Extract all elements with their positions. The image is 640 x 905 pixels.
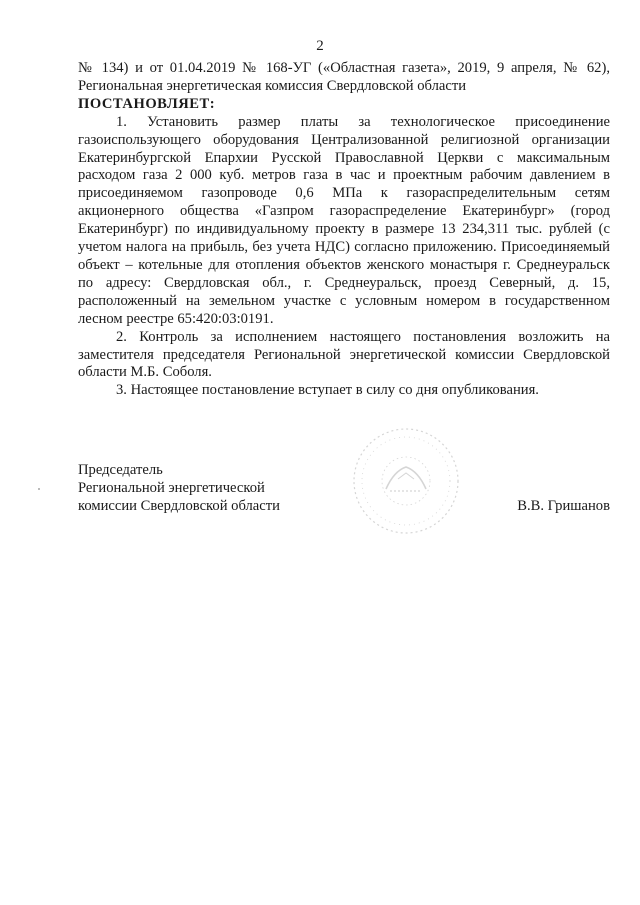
- scan-artifact: [38, 488, 40, 490]
- page-number: 2: [316, 38, 324, 54]
- resolution-item-3: 3. Настоящее постановление вступает в силу со дня опубликования.: [116, 382, 539, 399]
- resolution-item-1: 1. Установить размер платы за технологическое присоединение газоиспользующего оборудования Централизованной религиозной организации Екатеринбургской Епархии Русской Православной Церкви с максимальным расходом газа 2 000 куб. метров газа в час и проектным рабочим давлением в присоединяемом газопроводе 0,6 МПа к газораспределительным сетям акционерного общества «Газпром газораспределение Екатеринбург» (город Екатеринбург) по индивидуальному проекту в размере 13 234,311 тыс. рублей (с учетом налога на прибыль, без учета НДС) согласно приложению. Присоединяемый объект – котельные для отопления объектов женского монастыря г. Среднеуральск по адресу: Свердловская обл., г. Среднеуральск, проезд Северный, д. 15, расположенный на земельном участке с условным номером в государственном лесном реестре 65:420:03:0191.: [78, 113, 610, 327]
- intro-line-2: Региональная энергетическая комиссия Свердловской области: [78, 77, 467, 94]
- signatory-name: В.В. Гришанов: [517, 498, 610, 514]
- resolution-item-2: 2. Контроль за исполнением настоящего постановления возложить на заместителя председателя Региональной энергетической комиссии Свердловской области М.Б. Соболя.: [78, 328, 610, 381]
- document-body: [78, 60, 610, 400]
- official-seal-icon: [350, 425, 462, 537]
- intro-line-1: № 134) и от 01.04.2019 № 168-УГ («Областная газета», 2019, 9 апреля, № 62),: [78, 60, 610, 76]
- signatory-title-line-1: Председатель: [78, 462, 163, 478]
- signatory-title: [78, 461, 280, 515]
- signatory-title-line-3: комиссии Свердловской области: [78, 498, 280, 514]
- resolution-heading: ПОСТАНОВЛЯЕТ:: [78, 95, 216, 112]
- signatory-title-line-2: Региональной энергетической: [78, 480, 265, 496]
